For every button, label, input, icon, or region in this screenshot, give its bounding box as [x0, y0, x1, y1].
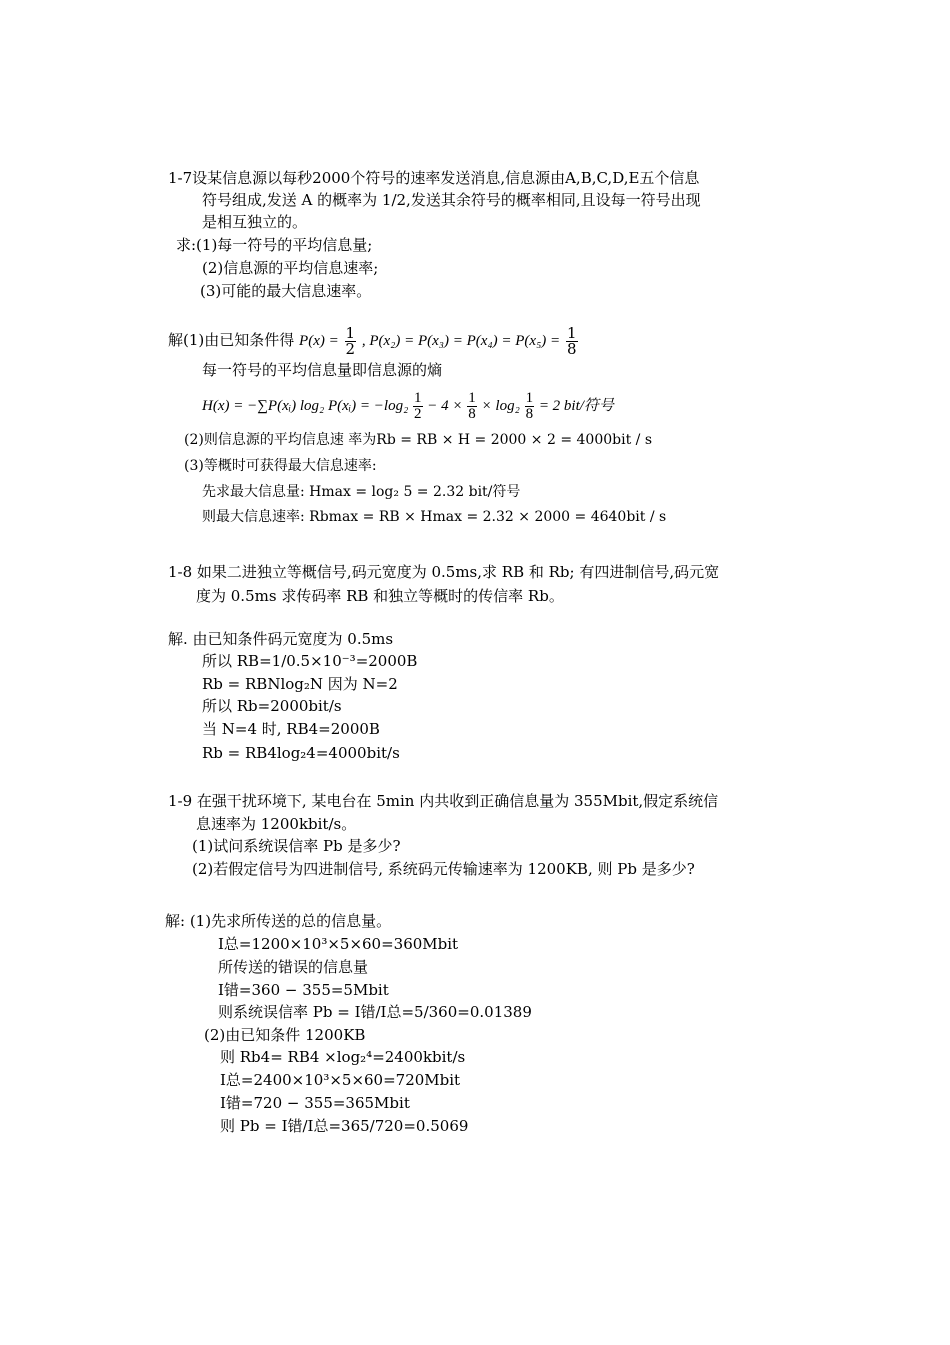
solution-prefix: 解(1)由已知条件得	[168, 331, 295, 349]
problem-1-7-ask-2: (2)信息源的平均信息速率;	[202, 259, 379, 277]
problem-1-7-line-1: 1-7设某信息源以每秒2000个符号的速率发送消息,信息源由A,B,C,D,E五个信息	[168, 169, 700, 187]
problem-1-7-ask-1: 求:(1)每一符号的平均信息量;	[176, 236, 373, 254]
solution-1-8-line-1: 解. 由已知条件码元宽度为 0.5ms	[168, 630, 394, 648]
problem-1-9-ask-2: (2)若假定信号为四进制信号, 系统码元传输速率为 1200KB, 则 Pb 是多少?	[192, 860, 695, 878]
problem-1-8-line-1: 1-8 如果二进独立等概信号,码元宽度为 0.5ms,求 RB 和 Rb; 有四进制信号,码元宽	[168, 563, 720, 581]
problem-1-7-ask-3: (3)可能的最大信息速率。	[200, 282, 372, 300]
solution-1-8-line-4: 所以 Rb=2000bit/s	[202, 697, 342, 715]
solution-1-8-line-2: 所以 RB=1/0.5×10⁻³=2000B	[202, 652, 418, 670]
solution-1-7-step-2: (2)则信息源的平均信息速 率为Rb = RB × H = 2000 × 2 = 4000bit / s	[184, 432, 653, 448]
solution-1-8-line-3: Rb = RBNlog₂N 因为 N=2	[202, 675, 398, 693]
solution-1-8-line-6: Rb = RB4log₂4=4000bit/s	[202, 744, 400, 762]
solution-1-9-line-6: (2)由已知条件 1200KB	[204, 1026, 366, 1044]
entropy-formula: H(x) = −∑P(xᵢ) log₂ P(xᵢ) = −log₂ $\frac{1}{2}$ − 4 × $\frac{1}{8}$ × log₂ $\frac{1}{8}$ = 2 bit/符号	[202, 390, 614, 423]
solution-1-9-line-5: 则系统误信率 Pb = I错/I总=5/360=0.01389	[218, 1003, 532, 1021]
problem-1-7-line-3: 是相互独立的。	[202, 213, 308, 231]
solution-1-9-line-1: 解: (1)先求所传送的总的信息量。	[165, 912, 392, 930]
solution-1-9-line-2: I总=1200×10³×5×60=360Mbit	[218, 935, 459, 953]
solution-1-9-line-10: 则 Pb = I错/I总=365/720=0.5069	[220, 1117, 469, 1135]
problem-1-9-line-1: 1-9 在强干扰环境下, 某电台在 5min 内共收到正确信息量为 355Mbit,假定系统信	[168, 792, 719, 810]
fraction-eighth: $\frac{1}{8}$	[566, 323, 577, 358]
problem-1-9-ask-1: (1)试问系统误信率 Pb 是多少?	[192, 837, 401, 855]
solution-1-7-max-info: 先求最大信息量: Hmax = log₂ 5 = 2.32 bit/符号	[202, 484, 521, 500]
solution-1-7-step-1	[168, 324, 579, 357]
fraction-half: $\frac{1}{2}$	[345, 323, 356, 358]
problem-1-9-line-2: 息速率为 1200kbit/s。	[196, 815, 357, 833]
problem-1-7-line-2: 符号组成,发送 A 的概率为 1/2,发送其余符号的概率相同,且设每一符号出现	[202, 191, 701, 209]
problem-1-8-line-2: 度为 0.5ms 求传码率 RB 和独立等概时的传信率 Rb。	[196, 587, 564, 605]
solution-1-8-line-5: 当 N=4 时, RB4=2000B	[202, 720, 380, 738]
solution-1-9-line-3: 所传送的错误的信息量	[218, 958, 369, 976]
prob-others-expr: , P(x₂) = P(x₃) = P(x₄) = P(x₅) =	[361, 333, 561, 349]
solution-1-9-line-7: 则 Rb4= RB4 ×log₂⁴=2400kbit/s	[220, 1048, 466, 1066]
solution-1-9-line-9: I错=720 − 355=365Mbit	[220, 1094, 410, 1112]
solution-1-7-entropy-intro: 每一符号的平均信息量即信息源的熵	[202, 361, 443, 379]
prob-a-expr: P(x) =	[299, 333, 339, 349]
solution-1-7-max-rate: 则最大信息速率: Rbmax = RB × Hmax = 2.32 × 2000 = 4640bit / s	[202, 509, 667, 525]
solution-1-9-line-4: I错=360 − 355=5Mbit	[218, 981, 389, 999]
solution-1-9-line-8: I总=2400×10³×5×60=720Mbit	[220, 1071, 461, 1089]
solution-1-7-step-3: (3)等概时可获得最大信息速率:	[184, 458, 377, 474]
